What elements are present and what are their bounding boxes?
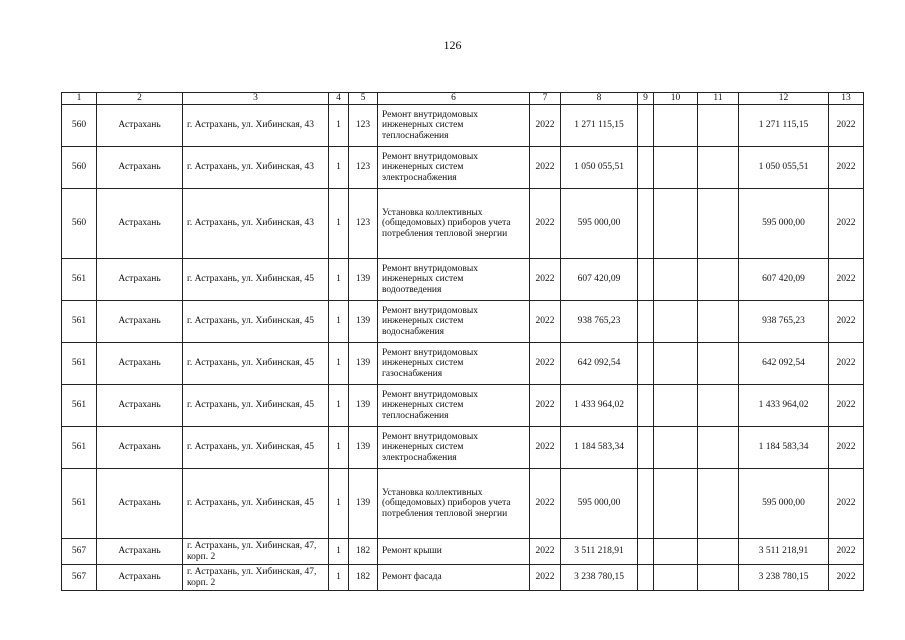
table-row <box>62 469 864 539</box>
row-number-cell: 561 <box>62 427 97 469</box>
year-cell: 2022 <box>530 343 561 385</box>
col10-cell <box>654 343 698 385</box>
amount-cell: 595 000,00 <box>561 469 638 539</box>
table-row <box>62 539 864 565</box>
work-type-cell: Установка коллективных (общедомовых) приборов учета потребления тепловой энергии <box>378 189 530 259</box>
col4-cell: 1 <box>329 469 349 539</box>
row-number-cell: 561 <box>62 343 97 385</box>
city-cell: Астрахань <box>97 469 183 539</box>
col5-cell: 182 <box>349 565 378 591</box>
col9-cell <box>638 343 654 385</box>
col4-cell: 1 <box>329 343 349 385</box>
work-type-cell: Ремонт внутридомовых инженерных систем теплоснабжения <box>378 105 530 147</box>
row-number-cell: 561 <box>62 385 97 427</box>
column-header: 6 <box>378 93 530 105</box>
col11-cell <box>698 427 739 469</box>
repair-program-table <box>61 92 864 591</box>
address-cell: г. Астрахань, ул. Хибинская, 45 <box>183 427 329 469</box>
amount-cell: 938 765,23 <box>561 301 638 343</box>
amount-cell: 607 420,09 <box>561 259 638 301</box>
column-header: 3 <box>183 93 329 105</box>
column-header: 4 <box>329 93 349 105</box>
end-year-cell: 2022 <box>829 427 864 469</box>
col4-cell: 1 <box>329 427 349 469</box>
amount-cell: 642 092,54 <box>561 343 638 385</box>
total-cell: 3 238 780,15 <box>739 565 829 591</box>
end-year-cell: 2022 <box>829 301 864 343</box>
end-year-cell: 2022 <box>829 385 864 427</box>
address-cell: г. Астрахань, ул. Хибинская, 47, корп. 2 <box>183 539 329 565</box>
col10-cell <box>654 469 698 539</box>
column-header: 9 <box>638 93 654 105</box>
col11-cell <box>698 147 739 189</box>
column-header: 1 <box>62 93 97 105</box>
city-cell: Астрахань <box>97 343 183 385</box>
work-type-cell: Установка коллективных (общедомовых) приборов учета потребления тепловой энергии <box>378 469 530 539</box>
year-cell: 2022 <box>530 539 561 565</box>
col9-cell <box>638 147 654 189</box>
table-row <box>62 385 864 427</box>
end-year-cell: 2022 <box>829 469 864 539</box>
col4-cell: 1 <box>329 301 349 343</box>
city-cell: Астрахань <box>97 385 183 427</box>
table-row <box>62 259 864 301</box>
table-row <box>62 565 864 591</box>
col10-cell <box>654 301 698 343</box>
col9-cell <box>638 539 654 565</box>
col9-cell <box>638 189 654 259</box>
col10-cell <box>654 539 698 565</box>
end-year-cell: 2022 <box>829 565 864 591</box>
year-cell: 2022 <box>530 301 561 343</box>
col10-cell <box>654 565 698 591</box>
col4-cell: 1 <box>329 105 349 147</box>
amount-cell: 3 238 780,15 <box>561 565 638 591</box>
amount-cell: 1 433 964,02 <box>561 385 638 427</box>
col11-cell <box>698 565 739 591</box>
year-cell: 2022 <box>530 259 561 301</box>
page-number: 126 <box>443 38 462 52</box>
col11-cell <box>698 469 739 539</box>
col5-cell: 123 <box>349 189 378 259</box>
table-row <box>62 427 864 469</box>
row-number-cell: 567 <box>62 539 97 565</box>
row-number-cell: 567 <box>62 565 97 591</box>
col4-cell: 1 <box>329 539 349 565</box>
col10-cell <box>654 385 698 427</box>
col5-cell: 139 <box>349 469 378 539</box>
table-row <box>62 105 864 147</box>
col9-cell <box>638 469 654 539</box>
city-cell: Астрахань <box>97 539 183 565</box>
end-year-cell: 2022 <box>829 189 864 259</box>
col11-cell <box>698 105 739 147</box>
col9-cell <box>638 105 654 147</box>
city-cell: Астрахань <box>97 301 183 343</box>
amount-cell: 3 511 218,91 <box>561 539 638 565</box>
col10-cell <box>654 147 698 189</box>
col5-cell: 139 <box>349 385 378 427</box>
col4-cell: 1 <box>329 189 349 259</box>
total-cell: 595 000,00 <box>739 469 829 539</box>
total-cell: 938 765,23 <box>739 301 829 343</box>
work-type-cell: Ремонт внутридомовых инженерных систем теплоснабжения <box>378 385 530 427</box>
total-cell: 1 433 964,02 <box>739 385 829 427</box>
col5-cell: 139 <box>349 427 378 469</box>
total-cell: 642 092,54 <box>739 343 829 385</box>
total-cell: 1 271 115,15 <box>739 105 829 147</box>
col9-cell <box>638 427 654 469</box>
col10-cell <box>654 427 698 469</box>
end-year-cell: 2022 <box>829 105 864 147</box>
col10-cell <box>654 189 698 259</box>
address-cell: г. Астрахань, ул. Хибинская, 45 <box>183 385 329 427</box>
total-cell: 3 511 218,91 <box>739 539 829 565</box>
col10-cell <box>654 259 698 301</box>
work-type-cell: Ремонт фасада <box>378 565 530 591</box>
city-cell: Астрахань <box>97 259 183 301</box>
city-cell: Астрахань <box>97 105 183 147</box>
amount-cell: 595 000,00 <box>561 189 638 259</box>
column-header: 13 <box>829 93 864 105</box>
column-header: 8 <box>561 93 638 105</box>
year-cell: 2022 <box>530 147 561 189</box>
year-cell: 2022 <box>530 469 561 539</box>
col5-cell: 139 <box>349 301 378 343</box>
col4-cell: 1 <box>329 565 349 591</box>
column-header: 10 <box>654 93 698 105</box>
col4-cell: 1 <box>329 259 349 301</box>
work-type-cell: Ремонт крыши <box>378 539 530 565</box>
column-header: 7 <box>530 93 561 105</box>
work-type-cell: Ремонт внутридомовых инженерных систем электроснабжения <box>378 427 530 469</box>
row-number-cell: 560 <box>62 147 97 189</box>
col11-cell <box>698 301 739 343</box>
total-cell: 607 420,09 <box>739 259 829 301</box>
column-header: 12 <box>739 93 829 105</box>
year-cell: 2022 <box>530 427 561 469</box>
address-cell: г. Астрахань, ул. Хибинская, 43 <box>183 147 329 189</box>
col9-cell <box>638 385 654 427</box>
column-header: 5 <box>349 93 378 105</box>
col9-cell <box>638 301 654 343</box>
city-cell: Астрахань <box>97 147 183 189</box>
end-year-cell: 2022 <box>829 539 864 565</box>
column-header: 2 <box>97 93 183 105</box>
col5-cell: 182 <box>349 539 378 565</box>
end-year-cell: 2022 <box>829 147 864 189</box>
col4-cell: 1 <box>329 385 349 427</box>
end-year-cell: 2022 <box>829 343 864 385</box>
address-cell: г. Астрахань, ул. Хибинская, 43 <box>183 189 329 259</box>
address-cell: г. Астрахань, ул. Хибинская, 45 <box>183 343 329 385</box>
col10-cell <box>654 105 698 147</box>
col11-cell <box>698 343 739 385</box>
col9-cell <box>638 565 654 591</box>
address-cell: г. Астрахань, ул. Хибинская, 45 <box>183 469 329 539</box>
amount-cell: 1 271 115,15 <box>561 105 638 147</box>
col5-cell: 123 <box>349 105 378 147</box>
col11-cell <box>698 385 739 427</box>
row-number-cell: 560 <box>62 189 97 259</box>
work-type-cell: Ремонт внутридомовых инженерных систем водоснабжения <box>378 301 530 343</box>
row-number-cell: 560 <box>62 105 97 147</box>
col5-cell: 139 <box>349 343 378 385</box>
year-cell: 2022 <box>530 189 561 259</box>
amount-cell: 1 050 055,51 <box>561 147 638 189</box>
city-cell: Астрахань <box>97 189 183 259</box>
total-cell: 1 184 583,34 <box>739 427 829 469</box>
row-number-cell: 561 <box>62 301 97 343</box>
col5-cell: 123 <box>349 147 378 189</box>
col4-cell: 1 <box>329 147 349 189</box>
column-number-header <box>62 93 864 105</box>
end-year-cell: 2022 <box>829 259 864 301</box>
table-row <box>62 301 864 343</box>
col11-cell <box>698 539 739 565</box>
amount-cell: 1 184 583,34 <box>561 427 638 469</box>
work-type-cell: Ремонт внутридомовых инженерных систем электроснабжения <box>378 147 530 189</box>
year-cell: 2022 <box>530 565 561 591</box>
address-cell: г. Астрахань, ул. Хибинская, 43 <box>183 105 329 147</box>
table-row <box>62 147 864 189</box>
address-cell: г. Астрахань, ул. Хибинская, 45 <box>183 259 329 301</box>
city-cell: Астрахань <box>97 427 183 469</box>
column-header: 11 <box>698 93 739 105</box>
total-cell: 595 000,00 <box>739 189 829 259</box>
table-row <box>62 343 864 385</box>
work-type-cell: Ремонт внутридомовых инженерных систем газоснабжения <box>378 343 530 385</box>
row-number-cell: 561 <box>62 259 97 301</box>
address-cell: г. Астрахань, ул. Хибинская, 45 <box>183 301 329 343</box>
work-type-cell: Ремонт внутридомовых инженерных систем водоотведения <box>378 259 530 301</box>
year-cell: 2022 <box>530 105 561 147</box>
col11-cell <box>698 259 739 301</box>
city-cell: Астрахань <box>97 565 183 591</box>
col5-cell: 139 <box>349 259 378 301</box>
col11-cell <box>698 189 739 259</box>
address-cell: г. Астрахань, ул. Хибинская, 47, корп. 2 <box>183 565 329 591</box>
row-number-cell: 561 <box>62 469 97 539</box>
col9-cell <box>638 259 654 301</box>
total-cell: 1 050 055,51 <box>739 147 829 189</box>
table-row <box>62 189 864 259</box>
year-cell: 2022 <box>530 385 561 427</box>
